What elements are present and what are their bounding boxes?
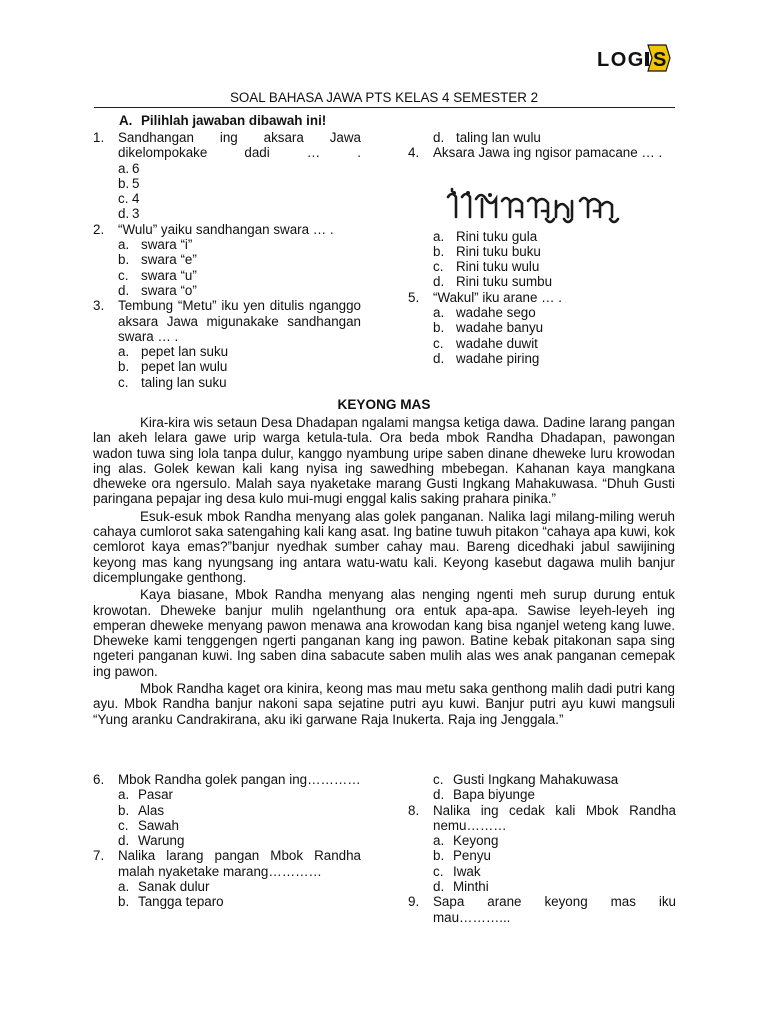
question-number: 8. bbox=[408, 802, 420, 818]
section-label: Pilihlah jawaban dibawah ini! bbox=[141, 113, 327, 128]
story-body bbox=[93, 415, 675, 729]
question-text: “Wulu” yaiku sandhangan swara … . bbox=[118, 221, 334, 237]
question-3-options-continued bbox=[408, 130, 676, 145]
story-paragraph: Esuk-esuk mbok Randha menyang alas golek panganan. Nalika lagi milang-miling weruh cahaya cumlorot saka satengahing kali kang asat. Ing batine tuwuh pitakon “cahaya apa kuwi, kok cemlorot kaya emas?”banjur nyedhak sumber cahay mau. Bareng dicedhaki jabul sawijining keyong mas kang nyungsang ing antara watu-watu kali. Keyong kasebut dagawa mulih banjur dicemplungake genthong. bbox=[93, 508, 675, 585]
section-letter: A. bbox=[119, 113, 133, 128]
svg-text:LOG: LOG bbox=[597, 49, 645, 71]
option[interactable]: d. taling lan wulu bbox=[433, 130, 541, 145]
question-text: Aksara Jawa ing ngisor pamacane … . bbox=[433, 145, 663, 161]
option[interactable]: c. Gusti Ingkang Mahakuwasa bbox=[433, 772, 619, 787]
question-text: Tembung “Metu” iku yen ditulis nganggo aksara Jawa migunakake sandhangan swara … . bbox=[118, 298, 361, 344]
option[interactable]: d. Bapa biyunge bbox=[433, 787, 535, 803]
question-6 bbox=[93, 772, 361, 787]
questions-bottom-left bbox=[93, 772, 361, 910]
question-8 bbox=[408, 803, 676, 834]
option[interactable]: a. Keyong bbox=[433, 833, 499, 849]
option[interactable]: a. wadahe sego bbox=[433, 305, 536, 321]
questions-top-left bbox=[93, 130, 361, 390]
option[interactable]: b. swara “e” bbox=[118, 252, 197, 268]
story-paragraph: Mbok Randha kaget ora kinira, keong mas mau metu saka genthong malih dadi putri kang ayu. Mbok Randha banjur nakoni sapa sejatine putri ayu kuwi. Banjur putri ayu kuwi mangsuli “Yung aranku Candrakirana, aku iki garwane Raja Inukerta. Raja ing Jenggala.” bbox=[93, 681, 675, 727]
question-number: 9. bbox=[408, 894, 420, 910]
option[interactable]: a. Pasar bbox=[118, 787, 173, 803]
option[interactable]: b. wadahe banyu bbox=[433, 320, 544, 336]
story-title: KEYONG MAS bbox=[337, 397, 431, 412]
option[interactable]: a. pepet lan suku bbox=[118, 344, 229, 360]
question-9 bbox=[408, 894, 676, 925]
option[interactable]: b. Alas bbox=[118, 802, 165, 818]
question-3-options bbox=[93, 344, 361, 390]
question-2-options bbox=[93, 237, 361, 298]
javanese-script-image bbox=[442, 185, 626, 243]
question-8-options bbox=[408, 833, 676, 894]
option[interactable]: b. Rini tuku buku bbox=[433, 243, 541, 259]
question-3 bbox=[93, 298, 361, 344]
question-number: 2. bbox=[93, 221, 105, 237]
option[interactable]: c. Sawah bbox=[118, 817, 179, 833]
questions-bottom-right bbox=[408, 772, 676, 925]
question-7-options-continued bbox=[408, 772, 676, 803]
svg-text:S: S bbox=[653, 49, 667, 71]
questions-top-right bbox=[408, 130, 676, 366]
question-text: Nalika larang pangan Mbok Randha malah nyaketake marang………… bbox=[118, 848, 361, 879]
option[interactable]: c. Iwak bbox=[433, 863, 481, 879]
question-7 bbox=[93, 848, 361, 879]
question-number: 5. bbox=[408, 289, 420, 305]
question-text: Sapa arane keyong mas iku mau………... bbox=[433, 894, 676, 925]
story-paragraph: Kira-kira wis setaun Desa Dhadapan ngalami mangsa ketiga dawa. Dadine larang pangan lan akeh lelara gawe urip warga ketula-tula. Ora beda mbok Randha Dhadapan, pawongan wadon tuwa sing lola tanpa dulur, kanggo nyambung uripe saben dinane dheweke luru krowodan ing alas. Golek kewan kali kang nyisa ing sawedhing mbebegan. Kahanan kaya mangkana dheweke ora ngersulo. Malah saya nyaketake marang Gusti Ingkang Mahakuwasa. “Dhuh Gusti paringana pepajar ing desa kulo mui-mugi enggal kalis saking prahara pinika.” bbox=[93, 415, 675, 507]
question-number: 7. bbox=[93, 848, 105, 864]
option[interactable]: b. Penyu bbox=[433, 848, 491, 864]
question-5-options bbox=[408, 305, 676, 366]
option[interactable]: d. Rini tuku sumbu bbox=[433, 274, 553, 290]
question-6-options bbox=[93, 787, 361, 848]
option[interactable]: d. 3 bbox=[118, 206, 140, 222]
option[interactable]: d. wadahe piring bbox=[433, 350, 540, 366]
option[interactable]: a. swara “i” bbox=[118, 237, 193, 253]
question-number: 4. bbox=[408, 145, 420, 161]
option[interactable]: c. swara “u” bbox=[118, 267, 197, 283]
logis-logo bbox=[596, 42, 676, 74]
question-2 bbox=[93, 222, 361, 237]
question-7-options bbox=[93, 879, 361, 910]
section-heading bbox=[119, 113, 326, 128]
question-1-options bbox=[93, 161, 361, 222]
option[interactable]: b. pepet lan wulu bbox=[118, 359, 228, 375]
question-text: Nalika ing cedak kali Mbok Randha nemu……… bbox=[433, 802, 676, 833]
option[interactable]: c. Rini tuku wulu bbox=[433, 259, 540, 275]
question-1 bbox=[93, 130, 361, 161]
question-number: 3. bbox=[93, 298, 105, 314]
option[interactable]: d. Minthi bbox=[433, 879, 489, 895]
option[interactable]: b. 5 bbox=[118, 175, 140, 191]
option[interactable]: c. wadahe duwit bbox=[433, 335, 538, 351]
question-4 bbox=[408, 145, 676, 160]
option[interactable]: a. Sanak dulur bbox=[118, 879, 210, 895]
story-paragraph: Kaya biasane, Mbok Randha menyang alas nenging ngenti meh surup durung entuk krowotan. Dheweke banjur mulih ngelanthung ora entuk apa-apa. Sawise leyeh-leyeh ing emperan dheweke menyang pawon menawa ana krowodan kang bisa nganjel weteng kang luwe. Dheweke kami tenggengen ngerti panganan kang ing pawon. Batine kebak pitakonan sapa sing ngeteri panganan kuwi. Ing saben dina sabacute saben mulih alas wes anak panganan cemepak ing pawon. bbox=[93, 587, 675, 679]
option[interactable]: c. taling lan suku bbox=[118, 374, 227, 390]
question-text: “Wakul” iku arane … . bbox=[433, 289, 562, 305]
document-title: SOAL BAHASA JAWA PTS KELAS 4 SEMESTER 2 bbox=[229, 90, 539, 105]
title-divider bbox=[94, 107, 675, 108]
question-text: Mbok Randha golek pangan ing………… bbox=[118, 772, 361, 787]
option[interactable]: d. swara “o” bbox=[118, 282, 197, 298]
option[interactable]: b. Tangga teparo bbox=[118, 894, 224, 910]
question-number: 6. bbox=[93, 772, 105, 787]
option[interactable]: a. Rini tuku gula bbox=[433, 228, 538, 244]
question-number: 1. bbox=[93, 130, 105, 145]
option[interactable]: c. 4 bbox=[118, 191, 140, 207]
option[interactable]: d. Warung bbox=[118, 833, 185, 849]
question-text: Sandhangan ing aksara Jawa dikelompokake dadi … . bbox=[118, 130, 361, 161]
question-5 bbox=[408, 290, 676, 305]
option[interactable]: a. 6 bbox=[118, 160, 140, 176]
